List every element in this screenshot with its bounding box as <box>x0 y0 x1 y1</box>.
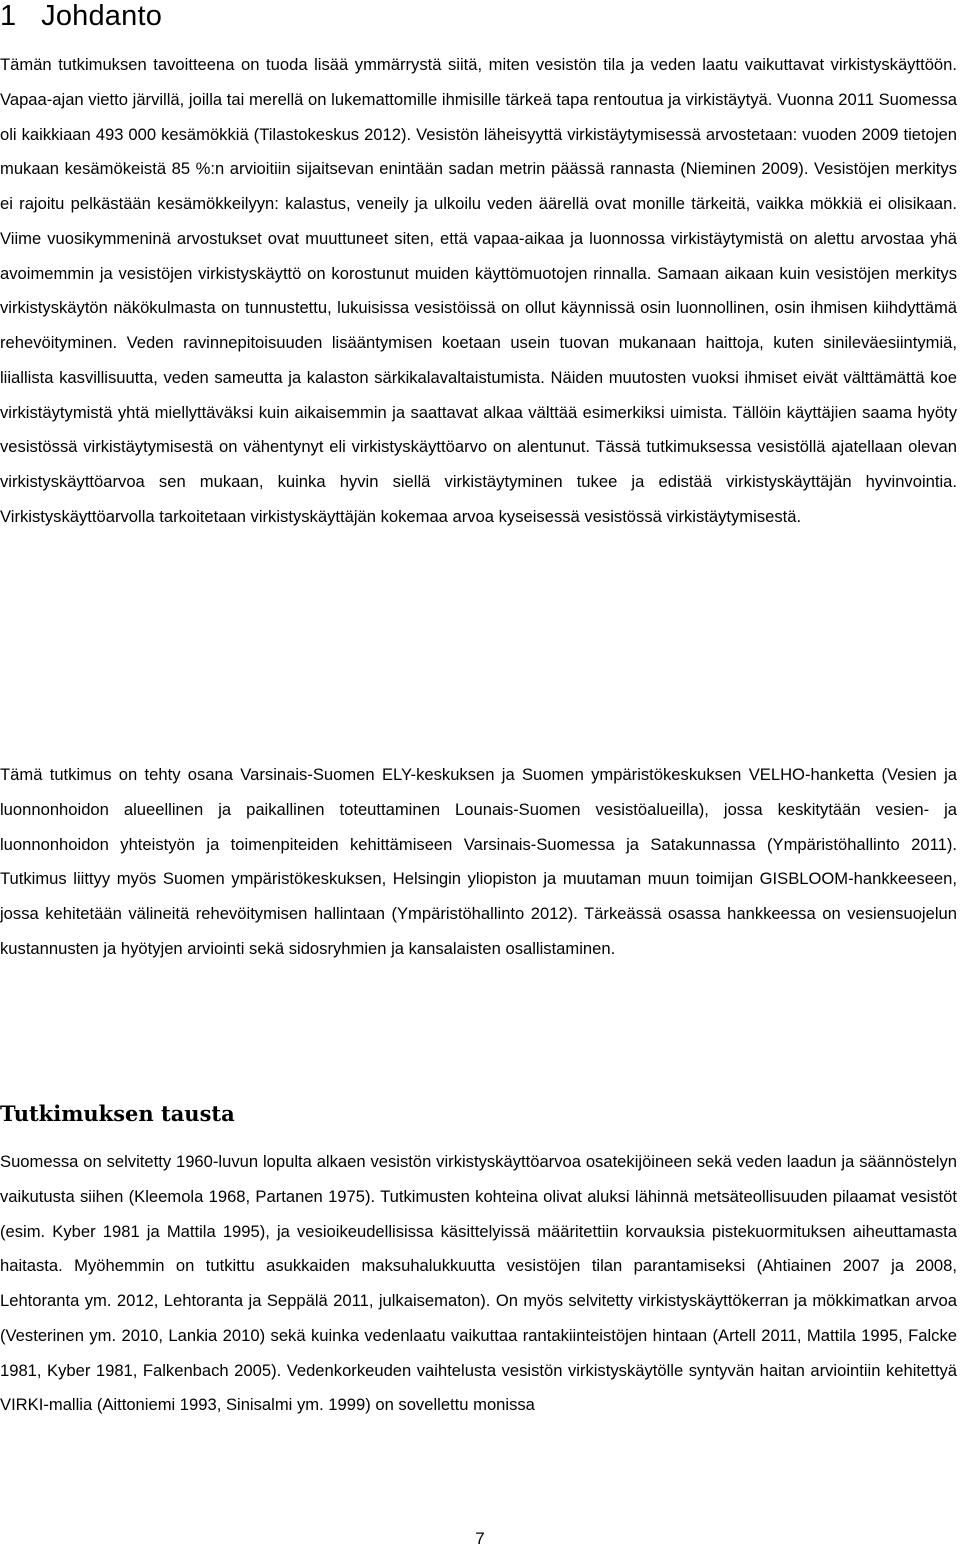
paragraph-background: Suomessa on selvitetty 1960-luvun lopulta alkaen vesistön virkistyskäyttöarvoa osatekijöineen sekä veden laadun ja säännöstelyn vaikutusta siihen (Kleemola 1968, Partanen 1975). Tutkimusten kohteina olivat aluksi lähinnä metsäteollisuuden pilaamat vesistöt (esim. Kyber 1981 ja Mattila 1995), ja vesioikeudellisissa käsittelyissä määritettiin korvauksia pistekuormituksen aiheuttamasta haitasta. Myöhemmin on tutkittu asukkaiden maksuhalukkuutta vesistöjen tilan parantamiseksi (Ahtiainen 2007 ja 2008, Lehtoranta ym. 2012, Lehtoranta ja Seppälä 2011, julkaisematon). On myös selvitetty virkistyskäyttökerran ja mökkimatkan arvoa (Vesterinen ym. 2010, Lankia 2010) sekä kuinka vedenlaatu vaikuttaa rantakiinteistöjen hintaan (Artell 2011, Mattila 1995, Falcke 1981, Kyber 1981, Falkenbach 2005). Vedenkorkeuden vaihtelusta vesistön virkistyskäytölle syntyvän haitan arviointiin kehitettyä VIRKI-mallia (Aittoniemi 1993, Sinisalmi ym. 1999) on sovellettu monissa <box>0 1152 957 1415</box>
paragraph-project: Tämä tutkimus on tehty osana Varsinais-Suomen ELY-keskuksen ja Suomen ympäristökeskuksen VELHO-hanketta (Vesien ja luonnonhoidon alueellinen ja paikallinen toteuttaminen Lounais-Suomen vesistöalueilla), jossa keskitytään vesien- ja luonnonhoidon yhteistyön ja toimenpiteiden kehittämiseen Varsinais-Suomessa ja Satakunnassa (Ympäristöhallinto 2011). Tutkimus liittyy myös Suomen ympäristökeskuksen, Helsingin yliopiston ja muutaman muun toimijan GISBLOOM-hankkeeseen, jossa kehitetään välineitä rehevöitymisen hallintaan (Ympäristöhallinto 2012). Tärkeässä osassa hankkeessa on vesiensuojelun kustannusten ja hyötyjen arviointi sekä sidosryhmien ja kansalaisten osallistaminen. <box>0 765 957 958</box>
paragraph-intro: Tämän tutkimuksen tavoitteena on tuoda lisää ymmärrystä siitä, miten vesistön tila ja veden laatu vaikuttavat virkistyskäyttöön. Vapaa-ajan vietto järvillä, joilla tai merellä on lukemattomille ihmisille tärkeä tapa rentoutua ja virkistäytyä. Vuonna 2011 Suomessa oli kaikkiaan 493 000 kesämökkiä (Tilastokeskus 2012). Vesistön läheisyyttä virkistäytymisessä arvostetaan: vuoden 2009 tietojen mukaan kesämökeistä 85 %:n arvioitiin sijaitsevan enintään sadan metrin päässä rannasta (Nieminen 2009). Vesistöjen merkitys ei rajoitu pelkästään kesämökkeilyyn: kalastus, veneily ja ulkoilu veden äärellä ovat monille tärkeitä, vaikka mökkiä ei olisikaan. Viime vuosikymmeninä arvostukset ovat muuttuneet siten, että vapaa-aikaa ja luonnossa virkistäytymistä on alettu arvostaa yhä avoimemmin ja vesistöjen virkistyskäyttö on korostunut muiden käyttömuotojen rinnalla. Samaan aikaan kuin vesistöjen merkitys virkistyskäytön näkökulmasta on tunnustettu, lukuisissa vesistöissä on ollut käynnissä osin luonnollinen, osin ihmisen kiihdyttämä rehevöityminen. Veden ravinnepitoisuuden lisääntymisen koetaan usein tuovan mukanaan haittoja, kuten sinileväesiintymiä, liiallista kasvillisuutta, veden sameutta ja kalaston särkikalavaltaistumista. Näiden muutosten vuoksi ihmiset eivät välttämättä koe virkistäytymistä yhtä miellyttäväksi kuin aikaisemmin ja saattavat alkaa välttää esimerkiksi uimista. Tällöin käyttäjien saama hyöty vesistössä virkistäytymisestä on vähentynyt eli virkistyskäyttöarvo on alentunut. Tässä tutkimuksessa vesistöllä ajatellaan olevan virkistyskäyttöarvoa sen mukaan, kuinka hyvin siellä virkistäytyminen tukee ja edistää virkistyskäyttäjän hyvinvointia. Virkistyskäyttöarvolla tarkoitetaan virkistyskäyttäjän kokemaa arvoa kyseisessä vesistössä virkistäytymisestä. <box>0 55 957 526</box>
chapter-heading <box>0 0 162 32</box>
chapter-number: 1 <box>0 0 17 32</box>
chapter-title: Johdanto <box>41 0 163 32</box>
section-heading: Tutkimuksen tausta <box>0 1101 235 1126</box>
page-number: 7 <box>475 1529 485 1548</box>
